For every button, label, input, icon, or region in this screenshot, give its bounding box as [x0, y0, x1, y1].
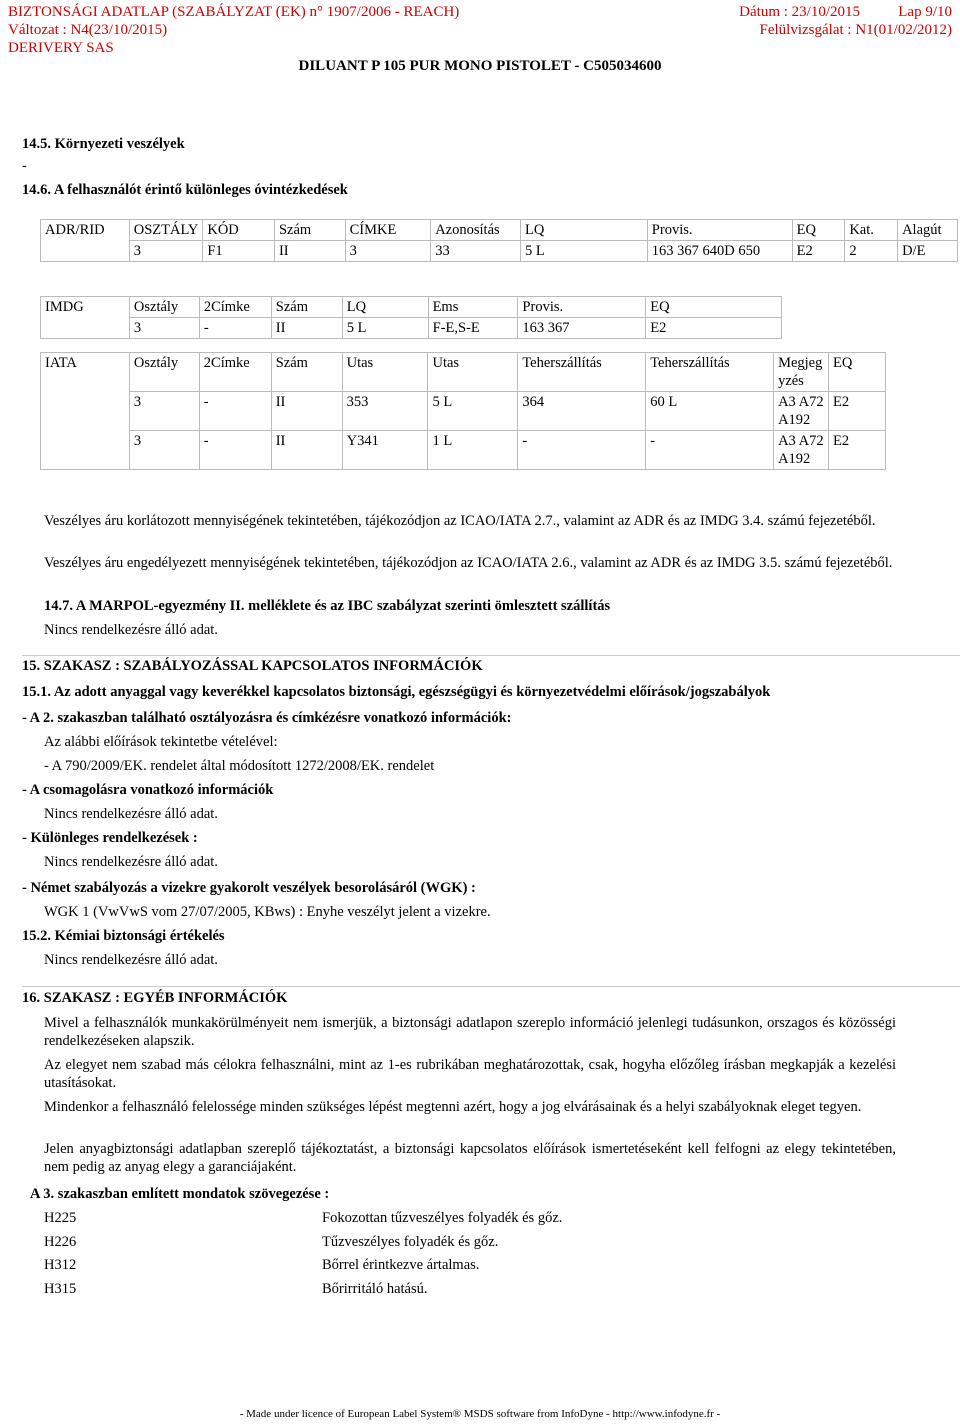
adr-header-cell: KÓD: [203, 220, 275, 241]
hazard-code: H315: [44, 1281, 77, 1297]
iata-cell: -: [518, 431, 646, 470]
iata-header-cell: Utas: [428, 353, 518, 392]
iata-cell: Y341: [342, 431, 428, 470]
section-14-7-title: 14.7. A MARPOL-egyezmény II. melléklete és az IBC szabályzat szerinti ömlesztett szállítás: [44, 598, 611, 614]
hazard-text: Fokozottan tűzveszélyes folyadék és gőz.: [322, 1210, 563, 1226]
section-15-1-title: 15.1. Az adott anyaggal vagy keverékkel kapcsolatos biztonsági, egészségügyi és környezetvédelmi előírások/jogszabályok: [22, 684, 771, 700]
adr-cell: 163 367 640D 650: [647, 241, 792, 262]
section-16-paragraph: Jelen anyagbiztonsági adatlapban szereplő tájékoztatást, a biztonsági kapcsolatos előírások ismertetéseként kell felfogni az elegy tekintetében, nem pedig az anyag elegy a garanciájaként.: [44, 1141, 896, 1175]
adr-cell: 5 L: [521, 241, 648, 262]
adr-label: ADR/RID: [41, 220, 130, 262]
adr-header-cell: Alagút: [898, 220, 958, 241]
imdg-header-cell: Provis.: [518, 297, 646, 318]
product-title: DILUANT P 105 PUR MONO PISTOLET - C505034600: [298, 58, 662, 74]
imdg-data-row: [41, 318, 782, 339]
iata-cell: E2: [829, 392, 886, 431]
adr-cell: 3: [345, 241, 431, 262]
a2-line-2: - A 790/2009/EK. rendelet által módosított 1272/2008/EK. rendelet: [44, 758, 435, 774]
imdg-header-cell: Ems: [428, 297, 518, 318]
iata-data-row: [41, 431, 886, 470]
section-divider: [22, 986, 960, 987]
imdg-header-cell: LQ: [342, 297, 428, 318]
section-16-paragraph: Mindenkor a felhasználó felelossége minden szükséges lépést megtenni azért, hogy a jog elvárásainak és a helyi szabályoknak eleget tegyen.: [44, 1099, 862, 1115]
adr-header-cell: Kat.: [845, 220, 898, 241]
adr-header-cell: Azonosítás: [431, 220, 521, 241]
section-15-title: 15. SZAKASZ : SZABÁLYOZÁSSAL KAPCSOLATOS INFORMÁCIÓK: [22, 658, 483, 674]
iata-cell: -: [199, 392, 271, 431]
iata-header-cell: Utas: [342, 353, 428, 392]
hazard-code: H226: [44, 1234, 77, 1250]
adr-cell: E2: [792, 241, 845, 262]
company: DERIVERY SAS: [8, 40, 114, 56]
section-16-paragraph: Mivel a felhasználók munkakörülményeit nem ismerjük, a biztonsági adatlapon szereplo információ jelenlegi tudásunkon, orszagos és közösségi rendelkezéseken alapszik.: [44, 1015, 896, 1049]
iata-cell: II: [271, 431, 342, 470]
adr-cell: II: [274, 241, 345, 262]
iata-cell: 1 L: [428, 431, 518, 470]
hazard-text: Bőrirritáló hatású.: [322, 1281, 428, 1297]
packaging-value: Nincs rendelkezésre álló adat.: [44, 806, 218, 822]
section-15-2-value: Nincs rendelkezésre álló adat.: [44, 952, 218, 968]
section-14-7-value: Nincs rendelkezésre álló adat.: [44, 622, 218, 638]
special-provisions-title: - Különleges rendelkezések :: [22, 830, 198, 846]
adr-cell: 2: [845, 241, 898, 262]
imdg-header-cell: 2Címke: [199, 297, 271, 318]
iata-cell: 353: [342, 392, 428, 431]
note-excepted-quantity: Veszélyes áru engedélyezett mennyiségének tekintetében, tájékozódjon az ICAO/IATA 2.6., valamint az ADR és az IMDG 3.5. számú fejezetéből.: [44, 555, 893, 571]
imdg-cell: 5 L: [342, 318, 428, 339]
adr-cell: 3: [129, 241, 203, 262]
section-divider: [22, 655, 960, 656]
hazard-text: Bőrrel érintkezve ártalmas.: [322, 1257, 480, 1273]
hazard-text: Tűzveszélyes folyadék és gőz.: [322, 1234, 499, 1250]
iata-cell: A3 A72 A192: [774, 431, 829, 470]
iata-header-cell: Teherszállítás: [518, 353, 646, 392]
footer-licence: - Made under licence of European Label System® MSDS software from InfoDyne - http://www.infodyne.fr -: [239, 1408, 721, 1420]
wgk-title: - Német szabályozás a vizekre gyakorolt veszélyek besorolásáról (WGK) :: [22, 880, 476, 896]
iata-cell: 5 L: [428, 392, 518, 431]
adr-cell: D/E: [898, 241, 958, 262]
iata-cell: 60 L: [646, 392, 774, 431]
iata-header-row: [41, 353, 886, 392]
phrases-title: A 3. szakaszban említett mondatok szövegezése :: [30, 1186, 330, 1202]
iata-header-cell: 2Címke: [199, 353, 271, 392]
section-14-5-value: -: [22, 158, 27, 174]
imdg-cell: II: [271, 318, 342, 339]
page-number: Lap 9/10: [898, 4, 952, 20]
adr-header-cell: OSZTÁLY: [129, 220, 203, 241]
packaging-title: - A csomagolásra vonatkozó információk: [22, 782, 274, 798]
imdg-cell: E2: [646, 318, 782, 339]
wgk-value: WGK 1 (VwVwS vom 27/07/2005, KBws) : Enyhe veszélyt jelent a vizekre.: [44, 904, 491, 920]
iata-header-cell: Osztály: [129, 353, 199, 392]
iata-header-cell: Teherszállítás: [646, 353, 774, 392]
iata-cell: II: [271, 392, 342, 431]
imdg-table: [40, 296, 782, 339]
iata-header-cell: Szám: [271, 353, 342, 392]
hazard-code: H225: [44, 1210, 77, 1226]
imdg-label: IMDG: [41, 297, 130, 339]
section-14-5-title: 14.5. Környezeti veszélyek: [22, 136, 185, 152]
a2-title: - A 2. szakaszban található osztályozásra és címkézésre vonatkozó információk:: [22, 710, 512, 726]
adr-cell: F1: [203, 241, 275, 262]
revision: Felülvizsgálat : N1(01/02/2012): [759, 22, 952, 38]
imdg-header-cell: EQ: [646, 297, 782, 318]
section-16-paragraph: Az elegyet nem szabad más célokra felhasználni, mint az 1-es rubrikában meghatározottak, csak, hogyha előzőleg írásban megkapják a kezelési utasításokat.: [44, 1057, 896, 1091]
adr-header-cell: Provis.: [647, 220, 792, 241]
adr-table: [40, 219, 958, 262]
page-header: [8, 0, 952, 56]
iata-cell: A3 A72 A192: [774, 392, 829, 431]
imdg-cell: -: [199, 318, 271, 339]
adr-header-row: [41, 220, 958, 241]
iata-header-cell: EQ: [829, 353, 886, 392]
iata-cell: -: [199, 431, 271, 470]
date: Dátum : 23/10/2015: [739, 4, 860, 20]
iata-cell: -: [646, 431, 774, 470]
adr-header-cell: Szám: [274, 220, 345, 241]
iata-header-cell: Megjegyzés: [774, 353, 829, 392]
adr-header-cell: LQ: [521, 220, 648, 241]
adr-header-cell: EQ: [792, 220, 845, 241]
imdg-header-cell: Szám: [271, 297, 342, 318]
a2-line-1: Az alábbi előírások tekintetbe vételével:: [44, 734, 278, 750]
sds-title: BIZTONSÁGI ADATLAP (SZABÁLYZAT (EK) n° 1907/2006 - REACH): [8, 4, 460, 20]
iata-cell: 3: [129, 431, 199, 470]
hazard-code: H312: [44, 1257, 77, 1273]
special-provisions-value: Nincs rendelkezésre álló adat.: [44, 854, 218, 870]
iata-cell: 364: [518, 392, 646, 431]
section-16-title: 16. SZAKASZ : EGYÉB INFORMÁCIÓK: [22, 990, 288, 1006]
imdg-cell: F-E,S-E: [428, 318, 518, 339]
version: Változat : N4(23/10/2015): [8, 22, 168, 38]
adr-data-row: [41, 241, 958, 262]
adr-header-cell: CÍMKE: [345, 220, 431, 241]
iata-cell: E2: [829, 431, 886, 470]
iata-table: [40, 352, 886, 470]
section-14-6-title: 14.6. A felhasználót érintő különleges óvintézkedések: [22, 182, 348, 198]
note-limited-quantity: Veszélyes áru korlátozott mennyiségének tekintetében, tájékozódjon az ICAO/IATA 2.7., valamint az ADR és az IMDG 3.4. számú fejezetéből.: [44, 513, 876, 529]
imdg-header-cell: Osztály: [129, 297, 199, 318]
iata-label: IATA: [41, 353, 130, 470]
imdg-cell: 163 367: [518, 318, 646, 339]
iata-cell: 3: [129, 392, 199, 431]
imdg-cell: 3: [129, 318, 199, 339]
adr-cell: 33: [431, 241, 521, 262]
section-15-2-title: 15.2. Kémiai biztonsági értékelés: [22, 928, 225, 944]
imdg-header-row: [41, 297, 782, 318]
iata-data-row: [41, 392, 886, 431]
